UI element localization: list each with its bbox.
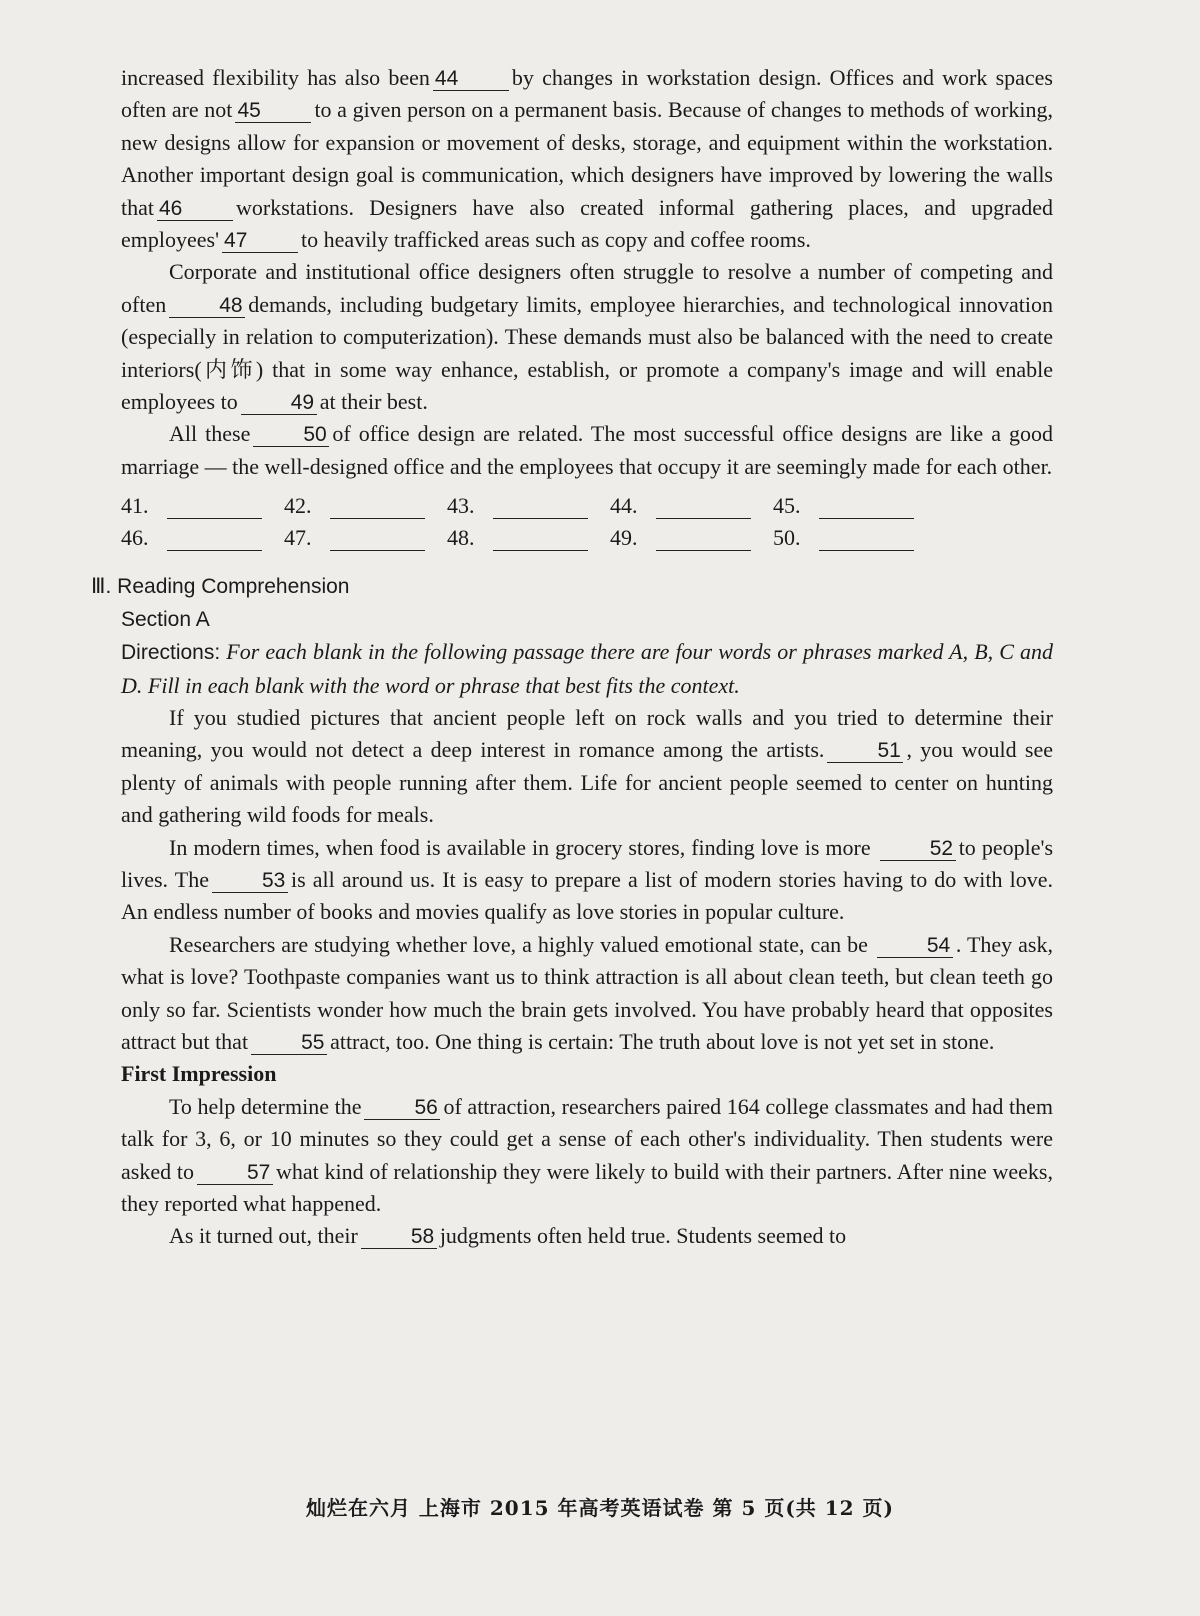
- blank-53[interactable]: 53: [212, 870, 288, 893]
- reading-paragraph-5: As it turned out, their 58 judgments often held true. Students seemed to: [169, 1223, 847, 1249]
- answer-line-45[interactable]: [819, 496, 914, 519]
- answer-line-43[interactable]: [493, 496, 588, 519]
- blank-45[interactable]: 45: [235, 100, 311, 123]
- section-subtitle: Section A: [121, 607, 210, 631]
- answer-cell-45: 45.: [773, 493, 936, 519]
- blank-55[interactable]: 55: [251, 1032, 327, 1055]
- blank-58[interactable]: 58: [361, 1226, 437, 1249]
- answer-line-42[interactable]: [330, 496, 425, 519]
- directions-text: For each blank in the following passage there are four words or phrases marked A, B, C and D. Fill in each blank with the word or phrase that best fits the context.: [121, 639, 1053, 698]
- answer-grid: [121, 487, 1053, 551]
- blank-46[interactable]: 46: [157, 198, 233, 221]
- blank-49[interactable]: 49: [241, 392, 317, 415]
- blank-54[interactable]: 54: [877, 935, 953, 958]
- answer-cell-47: 47.: [284, 525, 447, 551]
- reading-paragraph-2: In modern times, when food is available in grocery stores, finding love is more 52 to people's lives. The 53 is all around us. It is easy to prepare a list of modern stories having to do with love. An endless number of books and movies qualify as love stories in popular culture.: [121, 834, 1054, 925]
- blank-48[interactable]: 48: [169, 295, 245, 318]
- blank-57[interactable]: 57: [197, 1162, 273, 1185]
- answer-line-44[interactable]: [656, 496, 751, 519]
- blank-50[interactable]: 50: [253, 424, 329, 447]
- answer-line-47[interactable]: [330, 528, 425, 551]
- answer-line-48[interactable]: [493, 528, 588, 551]
- answer-cell-48: 48.: [447, 525, 610, 551]
- passage-paragraph-3: All these 50 of office design are related. The most successful office designs are like a good marriage — the well-designed office and the employees that occupy it are seemingly made for each other.: [121, 421, 1053, 479]
- section-number: Ⅲ.: [91, 575, 112, 599]
- subheading-first-impression: First Impression: [121, 1061, 277, 1087]
- reading-paragraph-3: Researchers are studying whether love, a highly valued emotional state, can be 54 . They ask, what is love? Toothpaste companies want us to think attraction is all about clean teeth, but clean teeth go only so far. Scientists wonder how much the brain gets involved. You have probably heard that opposites attract but that 55 attract, too. One thing is certain: The truth about love is not yet set in stone.: [121, 931, 1053, 1054]
- blank-44[interactable]: 44: [433, 68, 509, 91]
- blank-56[interactable]: 56: [364, 1097, 440, 1120]
- answer-cell-46: 46.: [121, 525, 284, 551]
- blank-47[interactable]: 47: [222, 230, 298, 253]
- directions-label: Directions:: [121, 641, 221, 665]
- answer-cell-50: 50.: [773, 525, 936, 551]
- answer-cell-49: 49.: [610, 525, 773, 551]
- reading-paragraph-4: To help determine the 56 of attraction, researchers paired 164 college classmates and had them talk for 3, 6, or 10 minutes so they could get a sense of each other's individuality. Then students were asked to 57 what kind of relationship they were likely to build with their partners. After nine weeks, they reported what happened.: [121, 1093, 1053, 1216]
- blank-52[interactable]: 52: [880, 838, 956, 861]
- section-title: Reading Comprehension: [117, 575, 350, 599]
- answer-line-46[interactable]: [167, 528, 262, 551]
- answer-line-49[interactable]: [656, 528, 751, 551]
- answer-cell-43: 43.: [447, 493, 610, 519]
- answer-cell-44: 44.: [610, 493, 773, 519]
- answer-row-2: [121, 519, 1053, 551]
- blank-51[interactable]: 51: [827, 740, 903, 763]
- answer-cell-41: 41.: [121, 493, 284, 519]
- passage-paragraph-1: increased flexibility has also been 44 by changes in workstation design. Offices and work spaces often are not 45 to a given person on a permanent basis. Because of changes to methods of working, new designs allow for expansion or movement of desks, storage, and equipment within the workstation. Another important design goal is communication, which designers have improved by lowering the walls that 46 workstations. Designers have also created informal gathering places, and upgraded employees' 47 to heavily trafficked areas such as copy and coffee rooms.: [121, 65, 1054, 253]
- page-content: [91, 62, 1054, 1253]
- answer-row-1: [121, 487, 1053, 519]
- directions: [121, 636, 1053, 702]
- passage-paragraph-2: Corporate and institutional office designers often struggle to resolve a number of competing and often 48 demands, including budgetary limits, employee hierarchies, and technological innovation (especially in relation to computerization). These demands must also be balanced with the need to create interiors(内饰) that in some way enhance, establish, or promote a company's image and will enable employees to 49 at their best.: [121, 259, 1053, 415]
- answer-line-50[interactable]: [819, 528, 914, 551]
- answer-cell-42: 42.: [284, 493, 447, 519]
- reading-paragraph-1: If you studied pictures that ancient people left on rock walls and you tried to determine their meaning, you would not detect a deep interest in romance among the artists. 51 , you would see plenty of animals with people running after them. Life for ancient people seemed to center on hunting and gathering wild foods for meals.: [121, 704, 1053, 828]
- answer-line-41[interactable]: [167, 496, 262, 519]
- page-footer: 灿烂在六月 上海市 2015 年高考英语试卷 第 5 页(共 12 页): [305, 1496, 895, 1520]
- section-heading: [91, 571, 1053, 603]
